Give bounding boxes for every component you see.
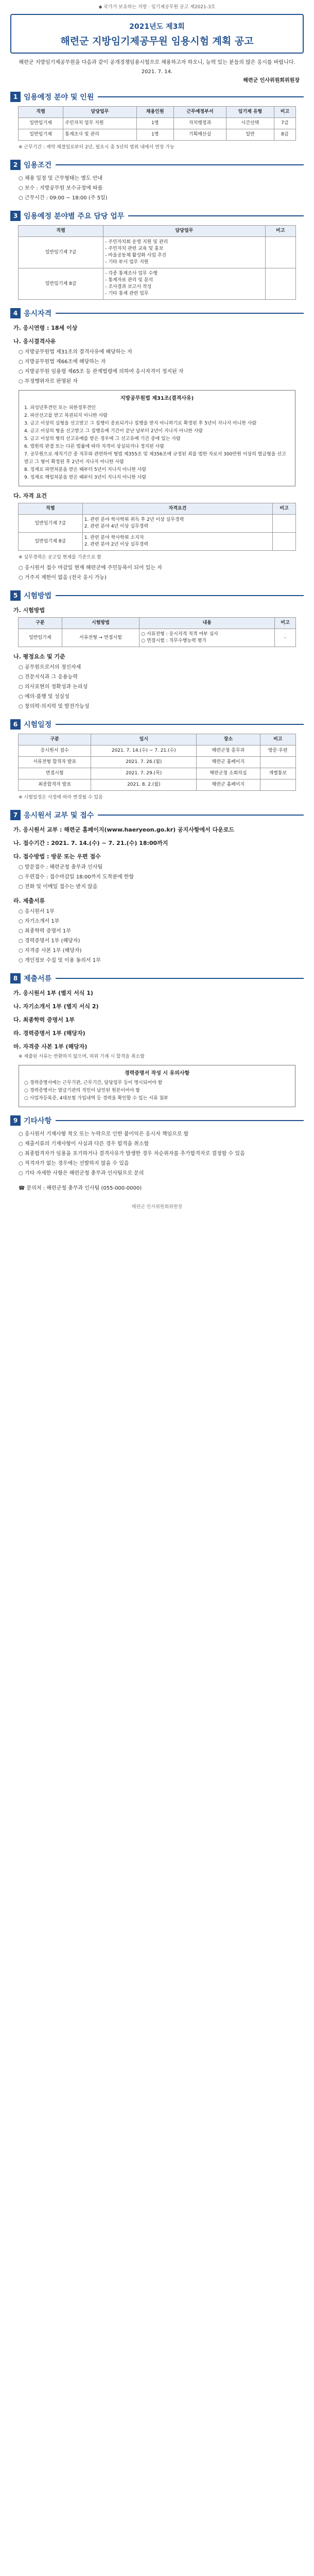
s7-items	[10, 863, 304, 891]
table-header: 직렬	[19, 503, 83, 515]
table-cell: 개별통보	[260, 768, 295, 779]
qualification-table	[18, 503, 296, 551]
s8-sub3: 다. 최종학력 증명서 1부	[13, 1016, 75, 1023]
title-line1: 2021년도 제3회	[129, 23, 185, 31]
contact-info: ☎ 문의처 : 해련군청 총무과 인사팀 (055-000-0000)	[19, 1185, 142, 1191]
section-title: 임용예정 분야별 주요 담당 업무	[24, 212, 125, 221]
list-item: ○ 적격자가 없는 경우에는 선발하지 않을 수 있음	[19, 1161, 129, 1166]
table-cell: 자치행정과	[173, 118, 226, 129]
s4-sub3: 다. 자격 요건	[13, 493, 47, 499]
table-cell: 해련군 홈페이지	[197, 757, 260, 768]
list-item: ○ 근무시간 : 09:00 ~ 18:00 (주 5일)	[19, 195, 108, 201]
section-number: 4	[10, 308, 21, 318]
table-header: 근무예정부서	[173, 107, 226, 118]
table-cell: 주민자치 업무 지원	[63, 118, 136, 129]
table-header: 구분	[19, 618, 62, 629]
table-header: 자격요건	[82, 503, 272, 515]
list-item: ○ 거주지 제한이 없음 (전국 응시 가능)	[19, 575, 107, 581]
list-item: ○ 창의력·의지력 및 발전가능성	[19, 704, 90, 709]
table-cell: - 주민자치회 운영 지원 및 관리 - 주민자치 관련 교육 및 홍보 - 마을공동체 활성화 사업 추진 - 기타 부서 업무 지원	[103, 237, 265, 268]
s6-note: ※ 시험일정은 사정에 따라 변경될 수 있음	[19, 795, 103, 800]
table-header: 비고	[274, 107, 295, 118]
list-item: ○ 공무원으로서의 정신자세	[19, 665, 81, 670]
table-row	[19, 268, 296, 300]
box-text: 1. 피성년후견인 또는 피한정후견인 2. 파산선고를 받고 복권되지 아니한 사람 3. 금고 이상의 실형을 선고받고 그 집행이 종료되거나 집행을 받지 아니하기로 확정된 후 5년이 지나지 아니한 사람 4. 금고 이상의 형을 선고받고 그 집행유예 기간이 끝난 날부터 2년이 지나지 아니한 사람 5. 금고 이상의 형의 선고유예를 받은 경우에 그 선고유예 기간 중에 있는 사람 6. 법원의 판결 또는 다른 법률에 따라 자격이 상실되거나 정지된 사람 7. 공무원으로 재직기간 중 직무와 관련하여 형법 제355조 및 제356조에 규정된 죄를 범한 자로서 300만원 이상의 벌금형을 선고받고 그 형이 확정된 후 2년이 지나지 아니한 사람 8. 징계로 파면처분을 받은 때부터 5년이 지나지 아니한 사람 9. 징계로 해임처분을 받은 때부터 3년이 지나지 아니한 사람	[24, 405, 286, 480]
list-item: ○ 최종합격자가 임용을 포기하거나 결격사유가 발생한 경우 차순위자를 추가합격자로 결정할 수 있음	[19, 1151, 245, 1157]
s8-sub4: 라. 경력증명서 1부 (해당자)	[13, 1030, 85, 1037]
s7-sub2: 나. 접수기간 : 2021. 7. 14.(수) ~ 7. 21.(수) 18:00까지	[13, 840, 168, 846]
list-item: ○ 부정행위자로 판명된 자	[19, 379, 78, 384]
duties-table	[18, 225, 296, 300]
table-header: 직렬	[19, 226, 103, 237]
table-cell: 1명	[136, 129, 173, 141]
schedule-table	[18, 734, 296, 791]
table-cell	[273, 515, 296, 533]
list-item: ○ 자기소개서 1부	[19, 919, 60, 924]
list-item: ○ 개인정보 수집 및 이용 동의서 1부	[19, 958, 101, 963]
section-divider	[56, 595, 304, 596]
table-row	[19, 779, 296, 791]
section-title: 제출서류	[24, 975, 52, 983]
table-cell	[260, 779, 295, 791]
table-header: 일시	[91, 734, 197, 745]
table-cell	[260, 757, 295, 768]
box-title: 지방공무원법 제31조(결격사유)	[120, 396, 194, 401]
section-6-header	[10, 719, 304, 730]
notice-date: 2021. 7. 14.	[141, 69, 173, 75]
table-cell: 일반임기제 8급	[19, 268, 103, 300]
list-item: ○ 지방공무원법 제31조의 결격사유에 해당하는 자	[19, 349, 132, 355]
table-row	[19, 745, 296, 757]
table-cell: 1명	[136, 118, 173, 129]
table-row	[19, 533, 296, 551]
section-number: 1	[10, 92, 21, 102]
table-cell: 7급	[274, 118, 295, 129]
table-cell: 해련군청 소회의실	[197, 768, 260, 779]
section-2-header	[10, 160, 304, 170]
table-cell: 2021. 7. 14.(수) ~ 7. 21.(수)	[91, 745, 197, 757]
table-cell: 8급	[274, 129, 295, 141]
list-item: ○ 기타 자세한 사항은 해련군청 총무과 인사팀으로 문의	[19, 1171, 144, 1176]
career-notice-box	[19, 1065, 295, 1107]
list-item: ○ 우편접수 : 접수마감일 18:00까지 도착분에 한함	[19, 874, 134, 880]
section-3-header	[10, 211, 304, 221]
s5-sub2: 나. 평정요소 및 기준	[13, 653, 65, 660]
table-cell: 일반임기제 7급	[19, 237, 103, 268]
title-box	[10, 14, 304, 54]
list-item: ○ 지방공무원 임용령 제65조 등 관계법령에 의하여 응시자격이 정지된 자	[19, 369, 184, 375]
table-cell: 면접시험	[19, 768, 91, 779]
s8-note: ※ 제출된 서류는 반환하지 않으며, 허위 기재 시 합격을 취소함	[19, 1054, 145, 1059]
section-title: 임용예정 분야 및 인원	[24, 93, 94, 101]
table-header: 시험방법	[62, 618, 139, 629]
table-row	[19, 629, 296, 647]
table-row	[19, 118, 296, 129]
footer-org: 해련군 인사위원회위원장	[131, 1205, 183, 1210]
s5-items	[10, 663, 304, 711]
section-5-header	[10, 590, 304, 601]
section-4-header	[10, 308, 304, 318]
s7-sub1: 가. 응시원서 교부 : 해련군 홈페이지(www.haeryeon.go.kr) 공지사항에서 다운로드	[13, 826, 235, 833]
table-cell: 일반임기제 8급	[19, 533, 83, 551]
disqualification-box	[19, 390, 295, 486]
section-number: 7	[10, 810, 21, 820]
table-row	[19, 129, 296, 141]
table-cell: 통계조사 및 관리	[63, 129, 136, 141]
table-cell: ○ 서류전형 : 응시자격 적격 여부 심사 ○ 면접시험 : 직무수행능력 평가	[139, 629, 275, 647]
positions-table	[18, 106, 296, 141]
table-cell: 기획예산실	[173, 129, 226, 141]
s5-sub1: 가. 시험방법	[13, 607, 45, 614]
table-cell: 응시원서 접수	[19, 745, 91, 757]
table-cell: 2021. 8. 2.(월)	[91, 779, 197, 791]
s7-sub4: 라. 제출서류	[13, 897, 45, 904]
table-cell: 최종합격자 발표	[19, 779, 91, 791]
s8-sub1: 가. 응시원서 1부 (별지 서식 1)	[13, 990, 93, 996]
table-cell	[265, 237, 295, 268]
table-cell: 일반임기제	[19, 629, 62, 647]
list-item: ○ 경력증명서 1부 (해당자)	[19, 938, 80, 944]
s2-items	[10, 174, 304, 202]
list-item: ○ 전화 및 이메일 접수는 받지 않음	[19, 884, 98, 890]
section-divider	[56, 978, 304, 979]
table-header: 비고	[260, 734, 295, 745]
section-number: 5	[10, 590, 21, 601]
s7-sub3: 다. 접수방법 : 방문 또는 우편 접수	[13, 853, 101, 860]
list-item: ○ 방문접수 : 해련군청 총무과 인사팀	[19, 865, 103, 870]
section-divider	[128, 215, 304, 216]
exam-method-table	[18, 617, 296, 647]
notice-page	[10, 0, 304, 1210]
list-item: ○ 응시원서 기재사항 착오 또는 누락으로 인한 불이익은 응시자 책임으로 함	[19, 1131, 189, 1137]
table-cell: 일반임기제	[19, 129, 63, 141]
list-item: ○ 최종학력 증명서 1부	[19, 928, 71, 934]
section-title: 응시원서 교부 및 접수	[24, 811, 94, 820]
list-item: ○ 자격증 사본 1부 (해당자)	[19, 948, 82, 954]
notice-org: 해련군 인사위원회위원장	[243, 78, 300, 83]
s4-items	[10, 348, 304, 386]
section-number: 2	[10, 160, 21, 170]
table-cell	[265, 268, 295, 300]
table-cell: 서류전형 합격자 발표	[19, 757, 91, 768]
section-number: 9	[10, 1115, 21, 1126]
table-cell: 1. 관련 분야 학사학위 소지자 2. 관련 분야 2년 이상 실무경력	[82, 533, 272, 551]
list-item: ○ 응시원서 1부	[19, 909, 55, 914]
table-header: 담당업무	[63, 107, 136, 118]
table-row	[19, 757, 296, 768]
table-cell: 2021. 7. 26.(월)	[91, 757, 197, 768]
table-cell: -	[275, 629, 296, 647]
table-cell: 일반임기제	[19, 118, 63, 129]
table-cell	[273, 533, 296, 551]
list-item: ○ 의사표현의 정확성과 논리성	[19, 684, 88, 690]
s4-items2	[10, 564, 304, 582]
table-cell: 해련군청 총무과	[197, 745, 260, 757]
section-number: 3	[10, 211, 21, 221]
box-title: 경력증명서 작성 시 유의사항	[124, 1071, 190, 1076]
table-cell: 일반임기제 7급	[19, 515, 83, 533]
table-header: 비고	[273, 503, 296, 515]
table-header: 담당업무	[103, 226, 265, 237]
s7-docs	[10, 907, 304, 965]
s4-sub1: 가. 응시연령 : 18세 이상	[13, 325, 78, 331]
list-item: ○ 예의·품행 및 성실성	[19, 694, 69, 700]
table-row	[19, 768, 296, 779]
section-title: 임용조건	[24, 161, 52, 170]
table-header: 직렬	[19, 107, 63, 118]
table-row	[19, 237, 296, 268]
table-cell: 시간선택	[226, 118, 274, 129]
section-divider	[56, 313, 304, 314]
section-1-header	[10, 92, 304, 102]
s8-sub5: 마. 자격증 사본 1부 (해당자)	[13, 1043, 88, 1050]
table-cell: 1. 관련 분야 학사학위 취득 후 2년 이상 실무경력 2. 관련 분야 4년 이상 실무경력	[82, 515, 272, 533]
section-number: 8	[10, 973, 21, 984]
table-row	[19, 515, 296, 533]
section-title: 시험방법	[24, 592, 52, 600]
s4-qnote: ※ 실무경력은 공고일 현재를 기준으로 함	[19, 555, 101, 560]
table-cell: 방문·우편	[260, 745, 295, 757]
s8-sub2: 나. 자기소개서 1부 (별지 서식 2)	[13, 1003, 99, 1010]
table-header: 장소	[197, 734, 260, 745]
section-7-header	[10, 810, 304, 820]
title-line2: 해련군 지방임기제공무원 임용시험 계획 공고	[60, 36, 254, 47]
section-9-header	[10, 1115, 304, 1126]
section-8-header	[10, 973, 304, 984]
table-header: 비고	[265, 226, 295, 237]
section-title: 시험일정	[24, 721, 52, 729]
table-header: 채용인원	[136, 107, 173, 118]
list-item: ○ 응시원서 접수 마감일 현재 해련군에 주민등록이 되어 있는 자	[19, 565, 162, 571]
table-header: 내용	[139, 618, 275, 629]
s1-note: ※ 근무기간 : 계약 체결일로부터 2년, 필요시 총 5년의 범위 내에서 연장 가능	[19, 145, 175, 150]
table-cell: 2021. 7. 29.(목)	[91, 768, 197, 779]
section-title: 응시자격	[24, 310, 52, 318]
top-note: ◆ 국가가 보유하는 지방 ‧ 임기제공무원 공고 제2021-3호	[98, 5, 216, 10]
table-cell: - 각종 통계조사 업무 수행 - 통계자료 관리 및 분석 - 조사결과 보고서 작성 - 기타 통계 관련 업무	[103, 268, 265, 300]
list-item: ○ 제출서류의 기재사항이 사실과 다른 경우 합격을 취소함	[19, 1141, 149, 1147]
intro-text: 해련군 지방임기제공무원을 다음과 같이 공개경쟁임용시험으로 채용하고자 하오니, 능력 있는 분들의 많은 응시를 바랍니다.	[19, 60, 295, 65]
box-text: ○ 경력증명서에는 근무기관, 근무기간, 담당업무 등이 명시되어야 함 ○ 경력증명서는 발급기관의 직인이 날인된 원본이어야 함 ○ 사업자등록증, 4대보험 가입내역 등 경력을 확인할 수 있는 서류 첨부	[24, 1080, 168, 1101]
table-header: 임기제 유형	[226, 107, 274, 118]
section-divider	[56, 724, 304, 725]
section-divider	[98, 96, 304, 97]
s4-sub2: 나. 응시결격사유	[13, 338, 56, 345]
s9-items	[10, 1130, 304, 1178]
section-title: 기타사항	[24, 1117, 52, 1125]
list-item: ○ 채용 일정 및 근무형태는 별도 안내	[19, 176, 103, 181]
section-number: 6	[10, 719, 21, 730]
table-header: 비고	[275, 618, 296, 629]
list-item: ○ 전문지식과 그 응용능력	[19, 674, 78, 680]
table-header: 구분	[19, 734, 91, 745]
list-item: ○ 보수 : 지방공무원 보수규정에 따름	[19, 185, 103, 191]
list-item: ○ 지방공무원법 제66조에 해당하는 자	[19, 359, 106, 365]
table-cell: 서류전형 → 면접시험	[62, 629, 139, 647]
section-divider	[56, 1120, 304, 1121]
section-divider	[98, 815, 304, 816]
table-cell: 해련군 홈페이지	[197, 779, 260, 791]
section-divider	[56, 164, 304, 165]
table-cell: 일반	[226, 129, 274, 141]
